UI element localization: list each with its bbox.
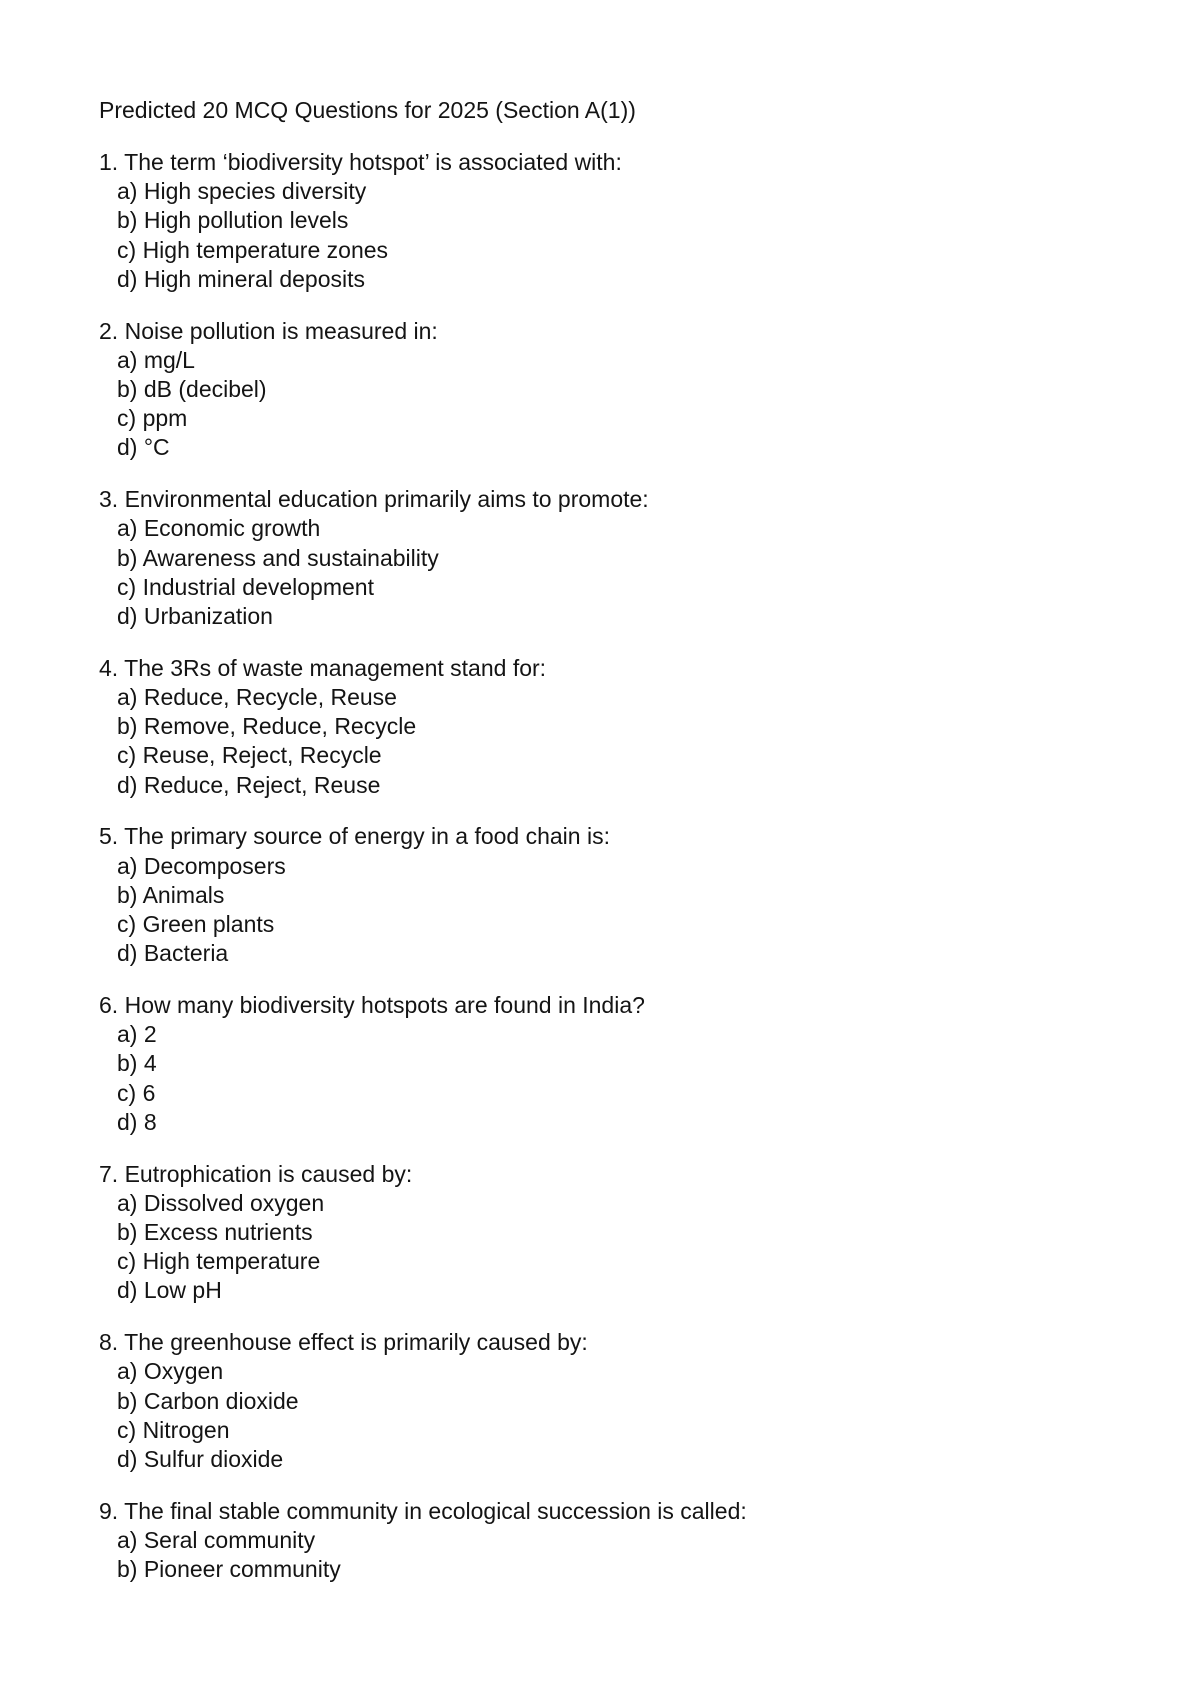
option-text: Carbon dioxide bbox=[143, 1387, 299, 1414]
option-list bbox=[99, 1357, 1119, 1474]
answer-option bbox=[117, 939, 1119, 968]
question-block bbox=[99, 1497, 1119, 1585]
option-letter: a) bbox=[117, 346, 138, 373]
option-text: ppm bbox=[142, 405, 188, 432]
document-page bbox=[99, 96, 1119, 1607]
question-number: 5. bbox=[99, 823, 119, 850]
option-text: Awareness and sustainability bbox=[142, 544, 439, 571]
question-number: 3. bbox=[99, 486, 119, 513]
answer-option bbox=[117, 1020, 1119, 1049]
answer-option bbox=[117, 265, 1119, 294]
question-text: Noise pollution is measured in: bbox=[124, 317, 438, 344]
question-text: Eutrophication is caused by: bbox=[124, 1160, 413, 1187]
question-text: The final stable community in ecological succession is called: bbox=[124, 1497, 747, 1524]
option-list bbox=[99, 346, 1119, 463]
question-block bbox=[99, 485, 1119, 631]
answer-option bbox=[117, 1049, 1119, 1078]
question-text: The 3Rs of waste management stand for: bbox=[124, 654, 547, 681]
option-text: Bacteria bbox=[143, 940, 229, 967]
answer-option bbox=[117, 712, 1119, 741]
option-letter: c) bbox=[117, 1416, 137, 1443]
answer-option bbox=[117, 1445, 1119, 1474]
option-text: High pollution levels bbox=[143, 207, 349, 234]
question-stem bbox=[99, 1328, 1119, 1357]
option-letter: b) bbox=[117, 544, 138, 571]
answer-option bbox=[117, 1218, 1119, 1247]
option-text: 4 bbox=[143, 1050, 157, 1077]
option-letter: b) bbox=[117, 1219, 138, 1246]
option-text: mg/L bbox=[143, 346, 195, 373]
option-letter: a) bbox=[117, 684, 138, 711]
answer-option bbox=[117, 683, 1119, 712]
option-letter: c) bbox=[117, 236, 137, 263]
option-letter: b) bbox=[117, 376, 138, 403]
option-letter: c) bbox=[117, 911, 137, 938]
option-letter: a) bbox=[117, 1189, 138, 1216]
question-block bbox=[99, 1160, 1119, 1306]
answer-option bbox=[117, 741, 1119, 770]
option-list bbox=[99, 514, 1119, 631]
option-letter: a) bbox=[117, 1021, 138, 1048]
option-text: dB (decibel) bbox=[143, 376, 267, 403]
question-block bbox=[99, 991, 1119, 1137]
option-letter: c) bbox=[117, 1248, 137, 1275]
option-letter: b) bbox=[117, 1556, 138, 1583]
option-text: Nitrogen bbox=[142, 1416, 230, 1443]
option-text: Pioneer community bbox=[143, 1556, 341, 1583]
option-letter: d) bbox=[117, 434, 138, 461]
answer-option bbox=[117, 1357, 1119, 1386]
answer-option bbox=[117, 910, 1119, 939]
answer-option bbox=[117, 544, 1119, 573]
answer-option bbox=[117, 375, 1119, 404]
question-block bbox=[99, 148, 1119, 294]
option-list bbox=[99, 177, 1119, 294]
option-letter: d) bbox=[117, 1108, 138, 1135]
option-text: Seral community bbox=[143, 1527, 316, 1554]
answer-option bbox=[117, 1079, 1119, 1108]
option-letter: c) bbox=[117, 742, 137, 769]
option-letter: d) bbox=[117, 1277, 138, 1304]
answer-option bbox=[117, 1247, 1119, 1276]
option-text: 6 bbox=[142, 1079, 156, 1106]
question-number: 7. bbox=[99, 1160, 119, 1187]
answer-option bbox=[117, 771, 1119, 800]
option-text: Excess nutrients bbox=[143, 1219, 313, 1246]
answer-option bbox=[117, 346, 1119, 375]
option-letter: a) bbox=[117, 515, 138, 542]
option-text: High mineral deposits bbox=[143, 265, 366, 292]
option-text: Urbanization bbox=[143, 603, 273, 630]
option-letter: a) bbox=[117, 1358, 138, 1385]
question-number: 9. bbox=[99, 1497, 119, 1524]
option-text: 8 bbox=[143, 1108, 157, 1135]
option-letter: b) bbox=[117, 1050, 138, 1077]
question-stem bbox=[99, 1497, 1119, 1526]
option-text: °C bbox=[143, 434, 170, 461]
answer-option bbox=[117, 1108, 1119, 1137]
option-letter: a) bbox=[117, 1527, 138, 1554]
option-letter: d) bbox=[117, 603, 138, 630]
question-text: How many biodiversity hotspots are found in India? bbox=[124, 992, 645, 1019]
question-number: 2. bbox=[99, 317, 119, 344]
option-letter: d) bbox=[117, 1446, 138, 1473]
answer-option bbox=[117, 433, 1119, 462]
option-text: High species diversity bbox=[143, 178, 367, 205]
question-block bbox=[99, 822, 1119, 968]
option-text: High temperature zones bbox=[142, 236, 389, 263]
answer-option bbox=[117, 881, 1119, 910]
question-stem bbox=[99, 822, 1119, 851]
option-text: Green plants bbox=[142, 911, 275, 938]
question-text: The greenhouse effect is primarily caused by: bbox=[124, 1329, 588, 1356]
option-list bbox=[99, 1189, 1119, 1306]
question-stem bbox=[99, 317, 1119, 346]
question-text: Environmental education primarily aims to promote: bbox=[124, 486, 649, 513]
option-letter: a) bbox=[117, 178, 138, 205]
option-list bbox=[99, 852, 1119, 969]
question-stem bbox=[99, 1160, 1119, 1189]
question-stem bbox=[99, 991, 1119, 1020]
option-letter: d) bbox=[117, 265, 138, 292]
option-text: Decomposers bbox=[143, 852, 286, 879]
option-letter: c) bbox=[117, 573, 137, 600]
option-letter: b) bbox=[117, 881, 138, 908]
option-text: 2 bbox=[143, 1021, 157, 1048]
option-text: Oxygen bbox=[143, 1358, 224, 1385]
answer-option bbox=[117, 1416, 1119, 1445]
document-title: Predicted 20 MCQ Questions for 2025 (Section A(1)) bbox=[99, 97, 636, 123]
question-block bbox=[99, 1328, 1119, 1474]
option-text: Reuse, Reject, Recycle bbox=[142, 742, 382, 769]
option-letter: c) bbox=[117, 1079, 137, 1106]
question-list bbox=[99, 148, 1119, 1584]
option-text: Industrial development bbox=[142, 573, 374, 600]
option-text: Low pH bbox=[143, 1277, 222, 1304]
option-text: Sulfur dioxide bbox=[143, 1446, 284, 1473]
question-number: 4. bbox=[99, 654, 119, 681]
option-text: Economic growth bbox=[143, 515, 321, 542]
question-text: The primary source of energy in a food chain is: bbox=[124, 823, 610, 850]
option-text: High temperature bbox=[142, 1248, 321, 1275]
option-text: Remove, Reduce, Recycle bbox=[143, 713, 417, 740]
answer-option bbox=[117, 514, 1119, 543]
answer-option bbox=[117, 1555, 1119, 1584]
option-letter: b) bbox=[117, 1387, 138, 1414]
question-stem bbox=[99, 148, 1119, 177]
question-block bbox=[99, 317, 1119, 463]
answer-option bbox=[117, 404, 1119, 433]
answer-option bbox=[117, 602, 1119, 631]
option-letter: d) bbox=[117, 940, 138, 967]
option-letter: b) bbox=[117, 207, 138, 234]
answer-option bbox=[117, 573, 1119, 602]
answer-option bbox=[117, 236, 1119, 265]
question-block bbox=[99, 654, 1119, 800]
option-text: Animals bbox=[142, 881, 225, 908]
answer-option bbox=[117, 1387, 1119, 1416]
option-list bbox=[99, 1526, 1119, 1584]
option-letter: b) bbox=[117, 713, 138, 740]
option-letter: a) bbox=[117, 852, 138, 879]
answer-option bbox=[117, 177, 1119, 206]
answer-option bbox=[117, 1526, 1119, 1555]
option-text: Dissolved oxygen bbox=[143, 1189, 325, 1216]
option-list bbox=[99, 683, 1119, 800]
option-text: Reduce, Reject, Reuse bbox=[143, 771, 381, 798]
option-letter: d) bbox=[117, 771, 138, 798]
option-letter: c) bbox=[117, 405, 137, 432]
answer-option bbox=[117, 206, 1119, 235]
question-number: 8. bbox=[99, 1329, 119, 1356]
question-number: 6. bbox=[99, 992, 119, 1019]
question-text: The term ‘biodiversity hotspot’ is associated with: bbox=[124, 149, 622, 175]
answer-option bbox=[117, 1189, 1119, 1218]
option-text: Reduce, Recycle, Reuse bbox=[143, 684, 397, 711]
answer-option bbox=[117, 852, 1119, 881]
question-stem bbox=[99, 654, 1119, 683]
question-stem bbox=[99, 485, 1119, 514]
option-list bbox=[99, 1020, 1119, 1137]
answer-option bbox=[117, 1276, 1119, 1305]
question-number: 1. bbox=[99, 149, 119, 175]
